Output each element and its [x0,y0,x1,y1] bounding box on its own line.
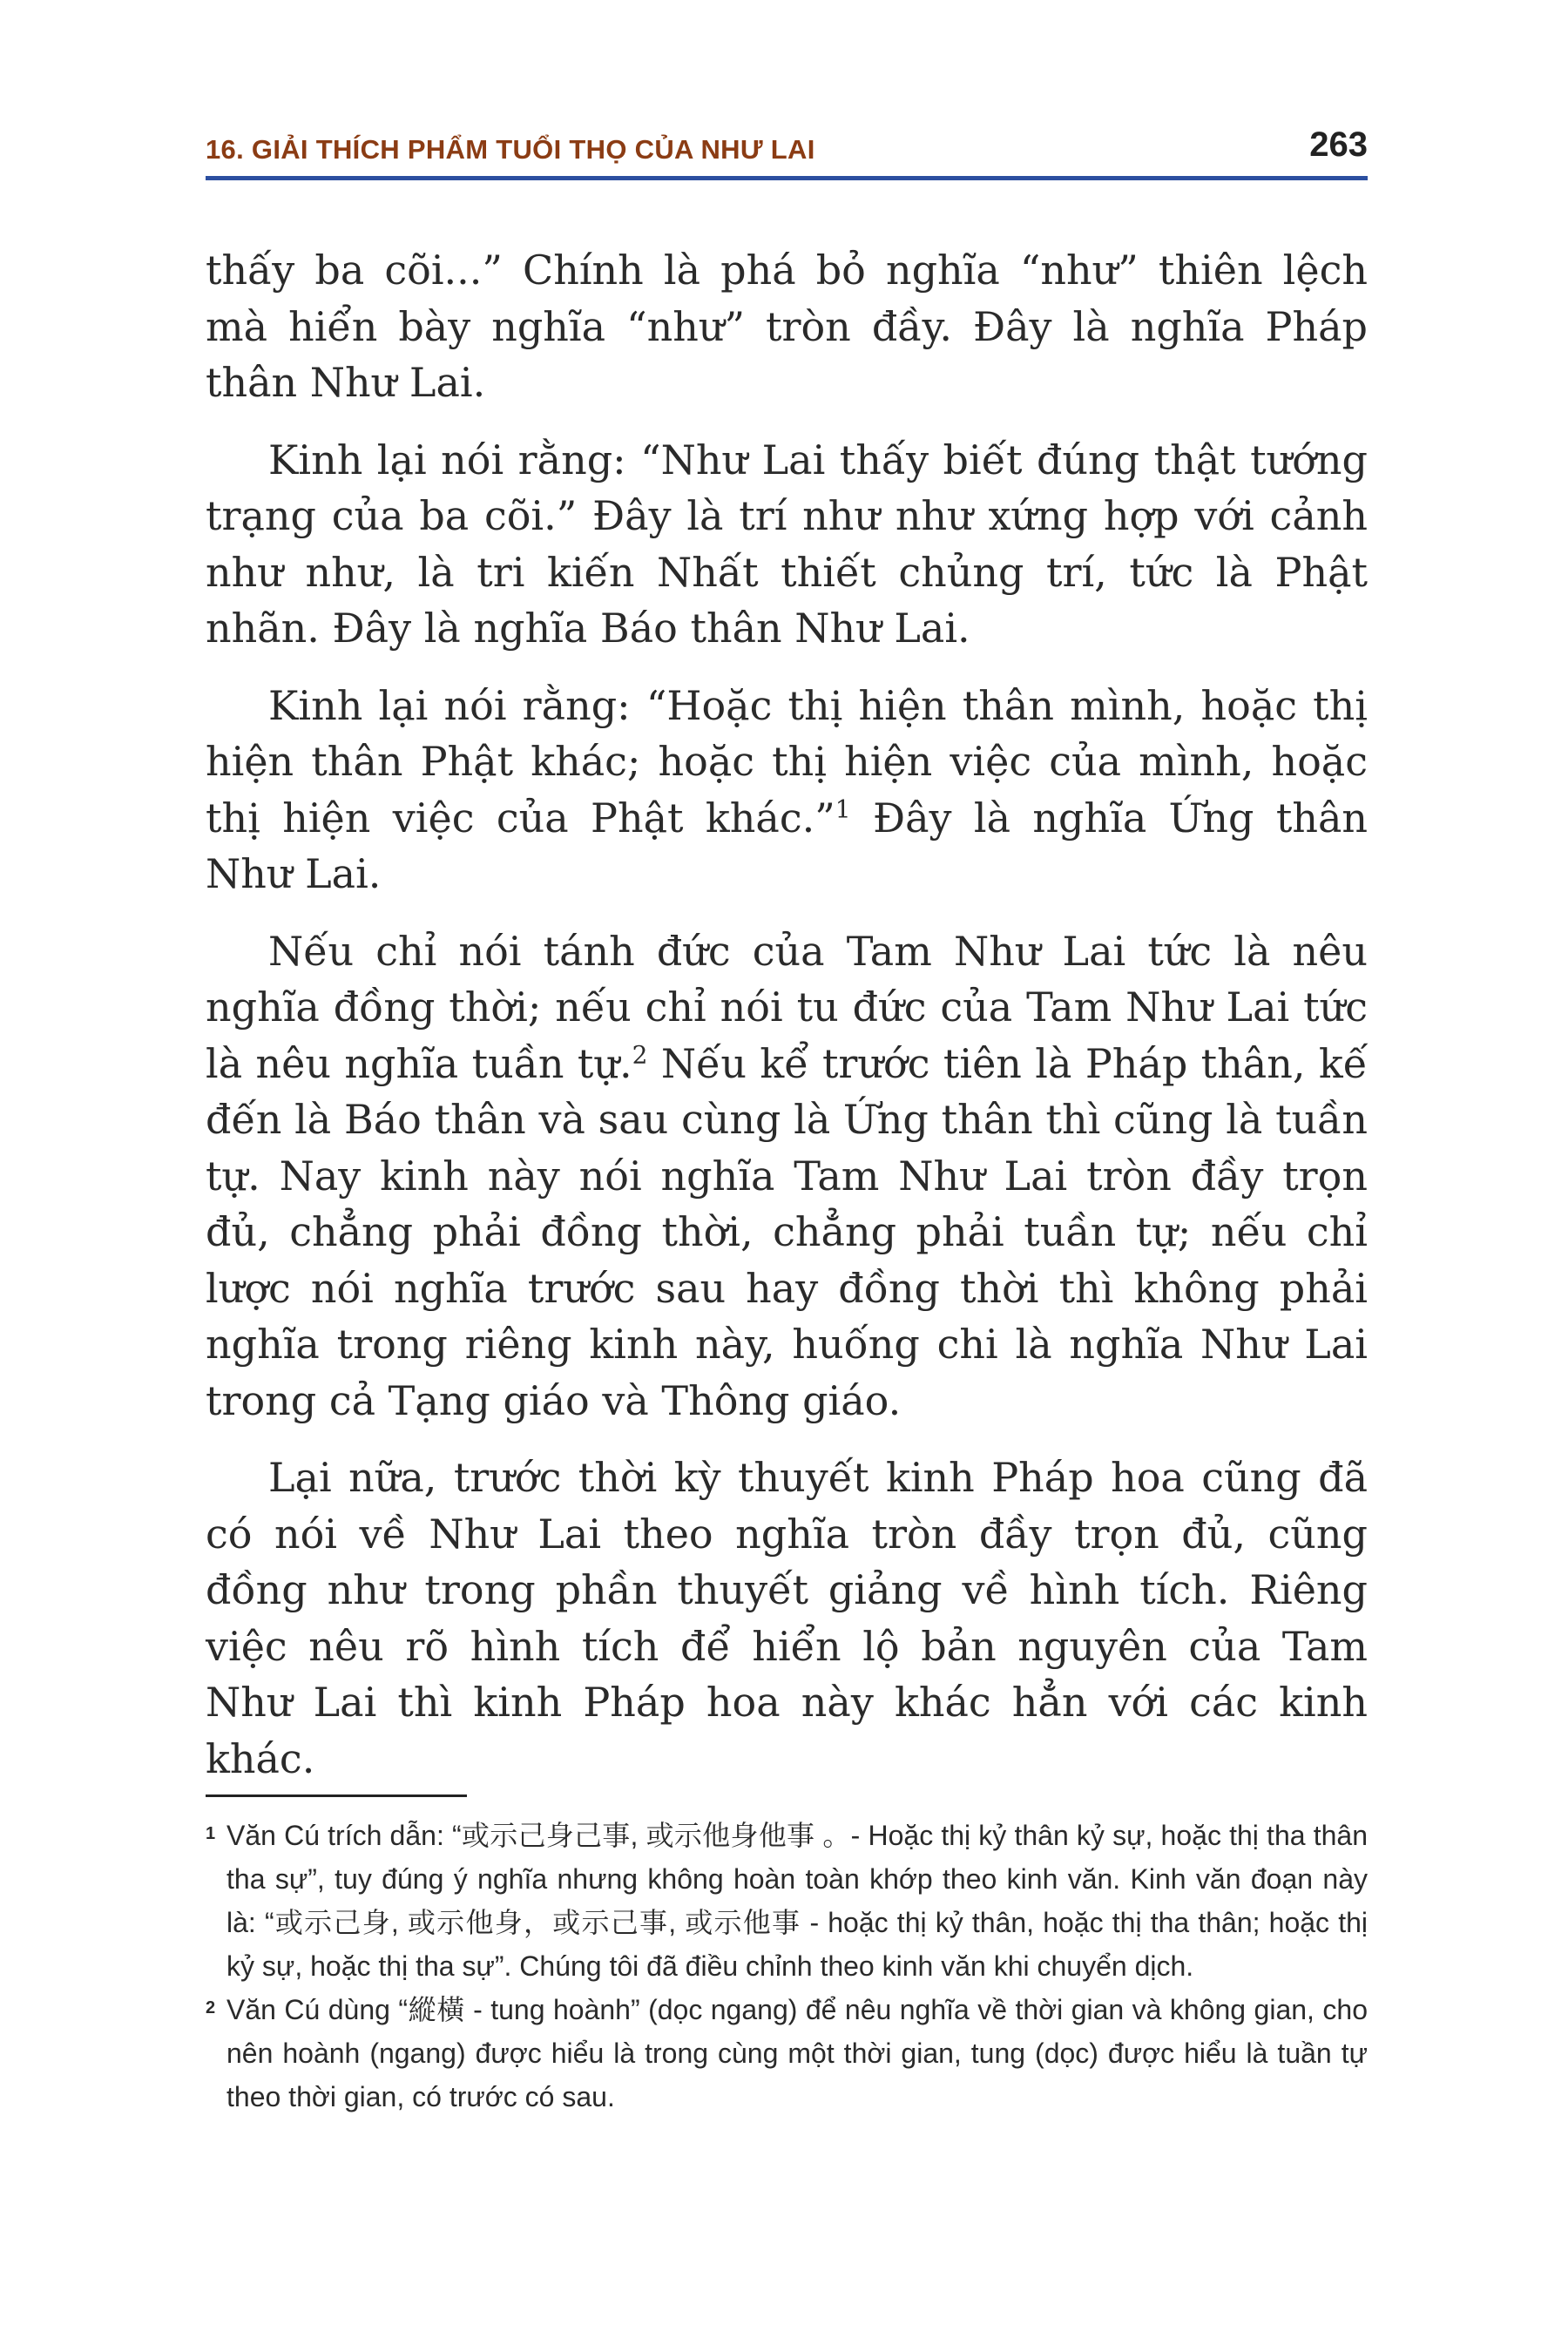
paragraph-4-text-cont: Nếu kể trước tiên là Pháp thân, kế đến là Báo thân và sau cùng là Ứng thân thì cũng là tuần tự. Nay kinh này nói nghĩa Tam Như Lai tròn đầy trọn đủ, chẳng phải đồng thời, chẳng phải tuần tự; nếu chỉ lược nói nghĩa trước sau hay đồng thời thì không phải nghĩa trong riêng kinh này, huống chi là nghĩa Như Lai trong cả Tạng giáo và Thông giáo. [206,1039,1368,1424]
footnote-separator [206,1794,467,1797]
footnote-text: Văn Cú dùng “縱橫 - tung hoành” (dọc ngang) để nêu nghĩa về thời gian và không gian, cho nên hoành (ngang) được hiểu là trong cùng một thời gian, tung (dọc) được hiểu là tuần tự theo thời gian, có trước có sau. [226,1994,1368,2112]
footnote-mark: 2 [206,1998,216,2017]
main-text [206,242,1368,1808]
footnote-ref-1[interactable]: 1 [835,794,851,824]
footnote-2 [206,1988,1368,2119]
chapter-title: 16. GIẢI THÍCH PHẨM TUỔI THỌ CỦA NHƯ LAI [206,134,815,165]
paragraph-3 [206,678,1368,902]
footnote-1 [206,1814,1368,1988]
paragraph-5: Lại nữa, trước thời kỳ thuyết kinh Pháp hoa cũng đã có nói về Như Lai theo nghĩa tròn đầy trọn đủ, cũng đồng như trong phần thuyết giảng về hình tích. Riêng việc nêu rõ hình tích để hiển lộ bản nguyên của Tam Như Lai thì kinh Pháp hoa này khác hẳn với các kinh khác. [206,1454,1368,1782]
paragraph-4 [206,923,1368,1429]
footnote-mark: 1 [206,1824,216,1843]
running-header [206,122,1368,180]
footnotes [206,1814,1368,2119]
page-number: 263 [1309,125,1368,164]
footnote-text: Văn Cú trích dẫn: “或示己身己事, 或示他身他事 。- Hoặc thị kỷ thân kỷ sự, hoặc thị tha thân tha sự”, tuy đúng ý nghĩa nhưng không hoàn toàn khớp theo kinh văn. Kinh văn đoạn này là: “或示己身, 或示他身，或示己事, 或示他事 - hoặc thị kỷ thân, hoặc thị tha thân; hoặc thị kỷ sự, hoặc thị tha sự”. Chúng tôi đã điều chỉnh theo kinh văn khi chuyển dịch. [226,1820,1368,1982]
footnote-ref-2[interactable]: 2 [632,1040,648,1070]
paragraph-2: Kinh lại nói rằng: “Như Lai thấy biết đúng thật tướng trạng của ba cõi.” Đây là trí như như xứng hợp với cảnh như như, là tri kiến Nhất thiết chủng trí, tức là Phật nhãn. Đây là nghĩa Báo thân Như Lai. [206,436,1368,652]
paragraph-3-text: Kinh lại nói rằng: “Hoặc thị hiện thân mình, hoặc thị hiện thân Phật khác; hoặc thị hiện việc của mình, hoặc thị hiện việc của Phật khác.” [206,681,1368,841]
paragraph-4-text: Nếu chỉ nói tánh đức của Tam Như Lai tức là nêu nghĩa đồng thời; nếu chỉ nói tu đức của Tam Như Lai tức là nêu nghĩa tuần tự. [206,927,1368,1087]
paragraph-3-text-cont: Đây là nghĩa Ứng thân Như Lai. [206,794,1369,897]
paragraph-1: thấy ba cõi...” Chính là phá bỏ nghĩa “như” thiên lệch mà hiển bày nghĩa “như” tròn đầy. Đây là nghĩa Pháp thân Như Lai. [206,247,1368,406]
